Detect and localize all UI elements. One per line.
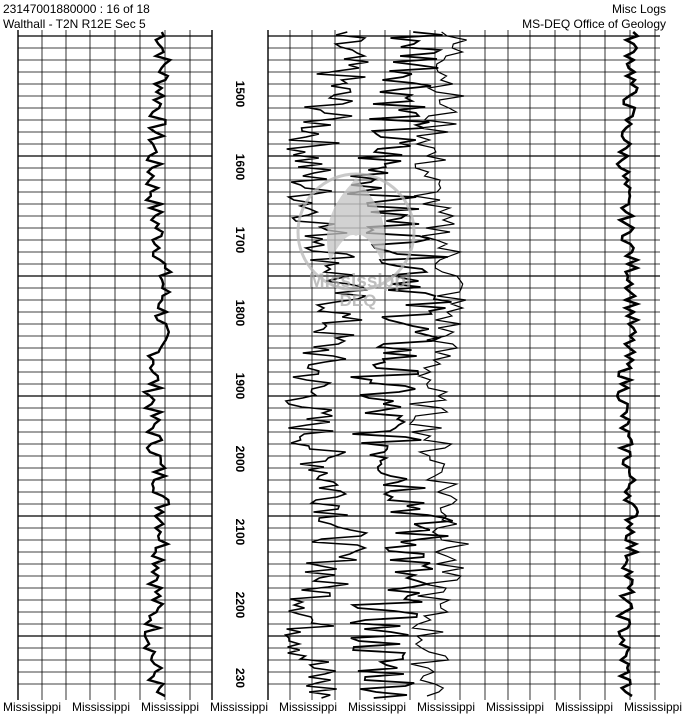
- depth-track: [233, 81, 247, 689]
- footer-watermark-word: Mississippi: [279, 700, 338, 714]
- depth-label: 1900: [233, 372, 247, 400]
- depth-label: 230: [233, 667, 247, 689]
- agency-name: MS-DEQ Office of Geology: [522, 17, 666, 31]
- log-category: Misc Logs: [611, 2, 666, 16]
- footer-watermark-word: Mississippi: [3, 700, 62, 714]
- watermark-deq: DEQ: [339, 291, 377, 310]
- footer-watermark-word: Mississippi: [624, 700, 682, 714]
- footer-watermark-word: Mississippi: [417, 700, 476, 714]
- footer-watermark-strip: [0, 700, 682, 715]
- depth-label: 1700: [233, 226, 247, 254]
- footer-watermark-word: Mississippi: [141, 700, 200, 714]
- well-location: Walthall - T2N R12E Sec 5: [3, 17, 146, 31]
- gamma-curve-trace: [617, 32, 638, 696]
- footer-watermark-word: Mississippi: [210, 700, 269, 714]
- footer-watermark-word: Mississippi: [348, 700, 407, 714]
- watermark-mississippi: Mississippi: [308, 271, 412, 292]
- depth-label: 2100: [233, 518, 247, 546]
- footer-watermark-word: Mississippi: [486, 700, 545, 714]
- footer-watermark-word: Mississippi: [72, 700, 131, 714]
- log-grid: [18, 30, 660, 700]
- document-id: 23147001880000 : 16 of 18: [3, 2, 150, 16]
- depth-label: 1500: [233, 80, 247, 108]
- depth-label: 2000: [233, 445, 247, 473]
- footer-watermark-word: Mississippi: [555, 700, 614, 714]
- depth-label: 1600: [233, 153, 247, 181]
- watermark-leaf-icon: [327, 178, 385, 262]
- depth-label: 1800: [233, 299, 247, 327]
- sp-curve-trace: [144, 32, 171, 696]
- depth-label: 2200: [233, 591, 247, 619]
